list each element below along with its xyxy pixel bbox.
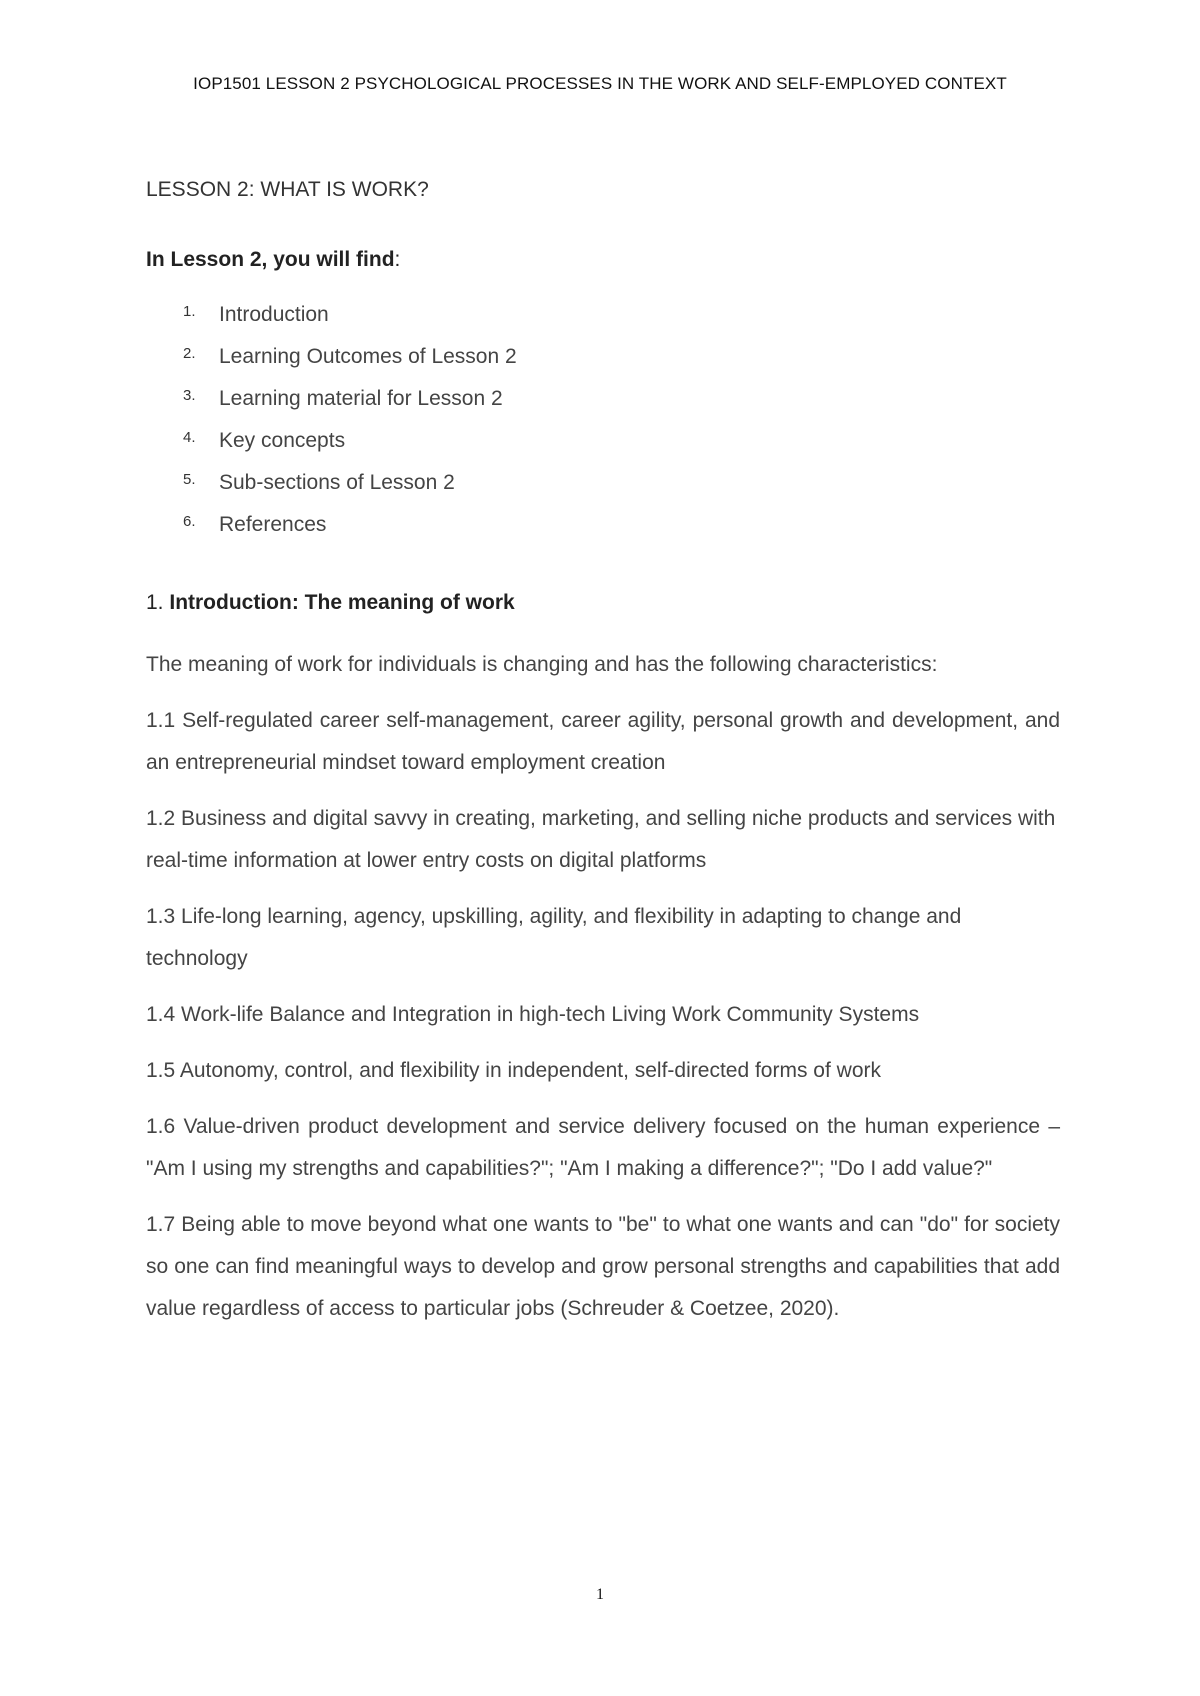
point-1-4: 1.4 Work-life Balance and Integration in high-tech Living Work Community Systems (146, 1003, 920, 1026)
point-1-7: 1.7 Being able to move beyond what one wants to "be" to what one wants and can "do" for society so one can find meaningful ways to develop and grow personal strengths and capabilities that add value regardless of access to particular jobs (Schreuder & Coetzee, 2020). (146, 1213, 1060, 1320)
list-item (146, 384, 1060, 426)
lesson-contents-list (146, 300, 1060, 552)
point-1-3: 1.3 Life-long learning, agency, upskilling, agility, and flexibility in adapting to change and technology (146, 905, 962, 970)
list-item-label: Learning Outcomes of Lesson 2 (219, 345, 517, 368)
lesson-title: LESSON 2: WHAT IS WORK? (146, 178, 429, 201)
contents-intro-colon: : (394, 248, 401, 271)
contents-intro-bold: In Lesson 2, you will find (146, 248, 395, 271)
list-item-number: 6. (183, 513, 196, 530)
page-number: 1 (596, 1586, 604, 1603)
list-item (146, 468, 1060, 510)
section-title: Introduction: The meaning of work (169, 591, 515, 614)
document-body (146, 176, 1060, 1344)
point-1-6: 1.6 Value-driven product development and service delivery focused on the human experience – "Am I using my strengths and capabilities?"; "Am I making a difference?"; "Do I add value?" (146, 1115, 1060, 1180)
running-header: IOP1501 LESSON 2 PSYCHOLOGICAL PROCESSES IN THE WORK AND SELF-EMPLOYED CONTEXT (193, 74, 1007, 93)
contents-intro (146, 246, 1060, 274)
list-item-number: 2. (183, 345, 196, 362)
list-item-number: 5. (183, 471, 196, 488)
point-1-2: 1.2 Business and digital savvy in creating, marketing, and selling niche products and services with real-time information at lower entry costs on digital platforms (146, 807, 1056, 872)
list-item-label: References (219, 513, 327, 536)
list-item (146, 426, 1060, 468)
list-item (146, 300, 1060, 342)
list-item-number: 1. (183, 303, 196, 320)
list-item-label: Learning material for Lesson 2 (219, 387, 503, 410)
point-1-1: 1.1 Self-regulated career self-management, career agility, personal growth and development, and an entrepreneurial mindset toward employment creation (146, 709, 1060, 774)
list-item-number: 4. (183, 429, 196, 446)
list-item-label: Key concepts (219, 429, 346, 452)
list-item (146, 510, 1060, 552)
point-1-5: 1.5 Autonomy, control, and flexibility in independent, self-directed forms of work (146, 1059, 881, 1082)
list-item-number: 3. (183, 387, 196, 404)
intro-paragraph: The meaning of work for individuals is changing and has the following characteristics: (146, 653, 938, 676)
list-item (146, 342, 1060, 384)
section-number: 1. (146, 591, 170, 614)
list-item-label: Introduction (219, 303, 329, 326)
list-item-label: Sub-sections of Lesson 2 (219, 471, 455, 494)
section-heading-introduction (146, 588, 1060, 618)
